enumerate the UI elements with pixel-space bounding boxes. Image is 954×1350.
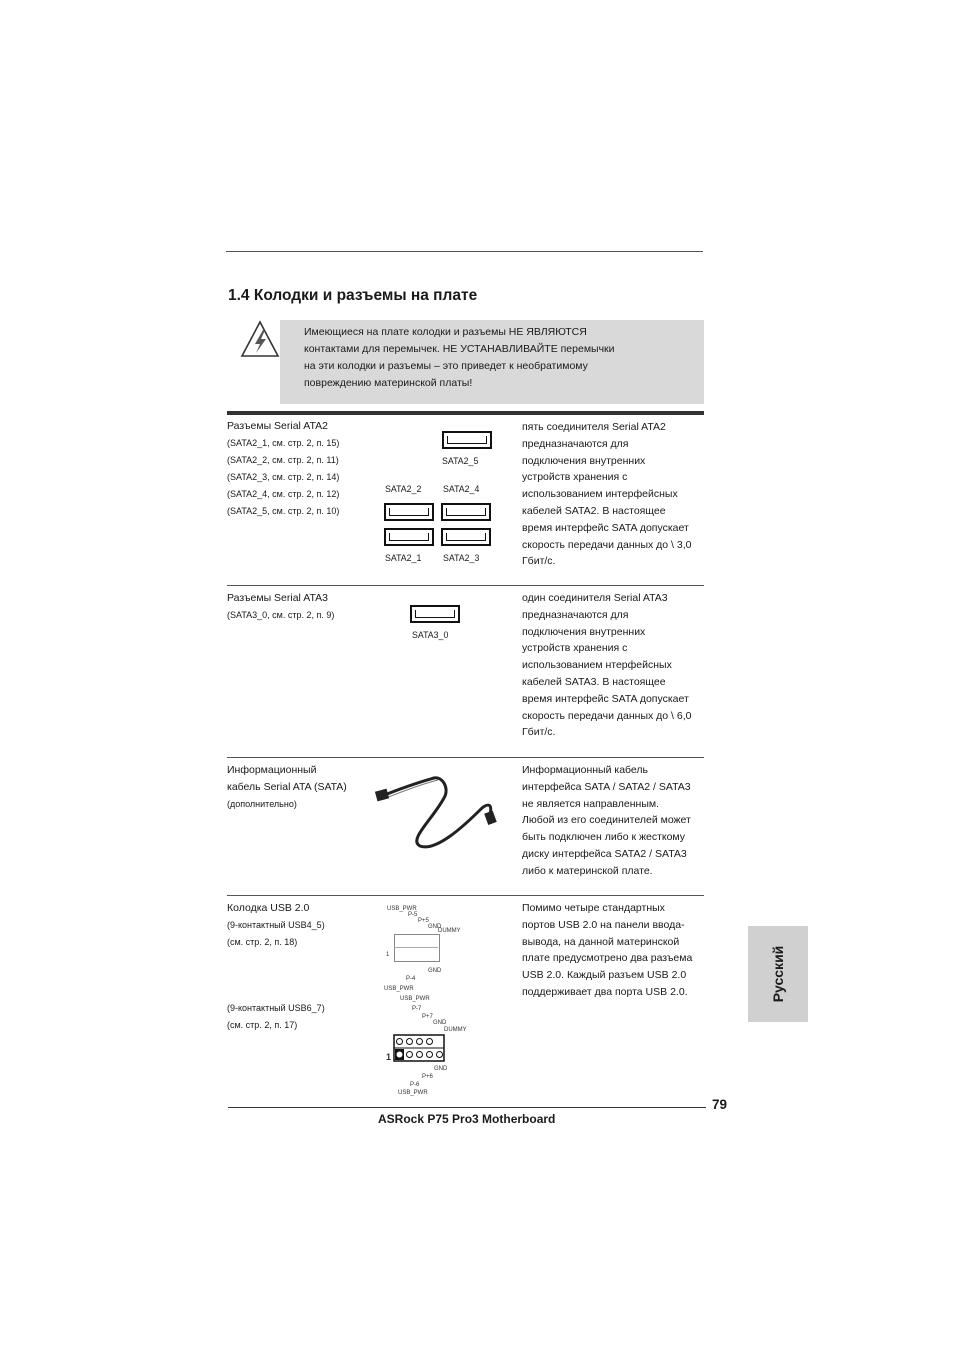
sata3-label-block: Разъемы Serial ATA3 (SATA3_0, см. стр. 2, п. 9) [227,590,387,624]
warning-lightning-icon [240,320,280,358]
usb-description: Помимо четыре стандартных портов USB 2.0 на панели ввода- вывода, на данной материнской плате предусмотрено два разъема USB 2.0. Каждый разъем USB 2.0 поддерживает два порта USB 2.0. [522,902,693,998]
sata2-1-caption: SATA2_1 [385,553,422,563]
section-divider [227,411,704,415]
top-rule [226,251,703,252]
section-title: 1.4 Колодки и разъемы на плате [228,287,478,304]
sata2-3-connector [441,528,491,546]
sata2-2-caption: SATA2_2 [385,484,422,494]
usb6-7-header-diagram: USB_PWR P-7 P+7 GND DUMMY 1 GND P+6 P-6 USB_PWR [386,996,467,1096]
usb-ref2-block: (9-контактный USB6_7) (см. стр. 2, п. 17) [227,1003,325,1030]
usb-label-block: Колодка USB 2.0 (9-контактный USB4_5) (см. стр. 2, п. 18) [227,900,377,951]
row-divider [227,895,704,896]
sata3-0-connector [410,605,460,623]
usb-label: Колодка USB 2.0 [227,902,310,914]
row-divider [227,585,704,586]
sata2-description: пять соединителя Serial ATA2 предназначаются для подключения внутренних устройств хранения с использованием интерфейсных кабелей SATA2. В настоящее время интерфейс SATA допускает скорость передачи данных до \ 3,0 Гбит/с. [522,421,692,568]
sata2-5-caption: SATA2_5 [442,456,479,466]
sata2-4-caption: SATA2_4 [443,484,480,494]
usb4-5-header-diagram: USB_PWR P-5 P+5 GND DUMMY 1 GND P-4 USB_PWR [384,906,461,992]
sata2-3-caption: SATA2_3 [443,553,480,563]
sata2-label: Разъемы Serial ATA2 [227,420,328,432]
warning-text: Имеющиеся на плате колодки и разъемы НЕ ЯВЛЯЮТСЯ контактами для перемычек. НЕ УСТАНАВЛИВАЙТЕ перемычки на эти колодки и разъемы – это приведет к необратимому повреждению материнской платы! [304,326,615,389]
sata2-4-connector [441,503,491,521]
page-number: 79 [712,1097,728,1112]
footer-rule [228,1107,706,1108]
usb-pin-grid [386,1034,448,1064]
cable-label-block: Информационный кабель Serial ATA (SATA) (дополнительно) [227,764,347,809]
sata2-2-connector [384,503,434,521]
sata2-5-connector [442,431,492,449]
sata3-label: Разъемы Serial ATA3 [227,592,328,604]
cable-description: Информационный кабель интерфейса SATA / SATA2 / SATA3 не является направленным. Любой из его соединителей может быть подключен либо к жесткому диску интерфейса SATA2 / SATA3 либо к материнской плате. [522,764,691,877]
sata2-label-block: Разъемы Serial ATA2 (SATA2_1, см. стр. 2, п. 15) (SATA2_2, см. стр. 2, п. 11) (SATA2_3, см. стр. 2, п. 14) (SATA2_4, см. стр. 2, п. 12) (SATA2_5, см. стр. 2, п. 10) [227,418,387,520]
sata3-description: один соединителя Serial ATA3 предназначаются для подключения внутренних устройств хранения с использованием нтерфейсных кабелей SATA3. В настоящее время интерфейс SATA допускает скорость передачи данных до \ 6,0 Гбит/с. [522,592,692,739]
sata-cable-image [372,774,502,850]
sata3-0-caption: SATA3_0 [412,630,449,640]
row-divider [227,757,704,758]
sata2-1-connector [384,528,434,546]
footer-text: ASRock P75 Pro3 Motherboard [378,1112,556,1126]
language-side-tab: Русский [748,926,808,1022]
